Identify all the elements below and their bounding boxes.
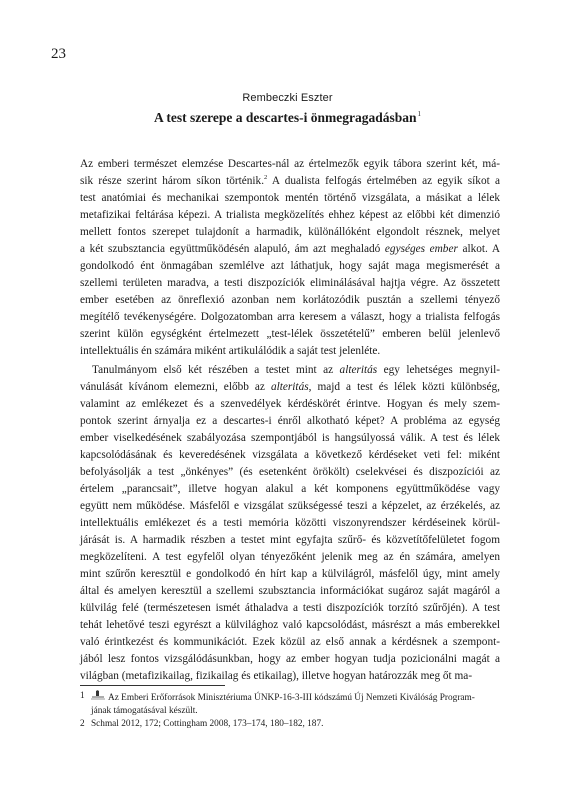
line-text: tehát lehetővé teszi egyrészt a külvilághoz való kapcsolódást, másrészt a más emberekkel: [80, 619, 500, 631]
footnote-number: 1: [80, 691, 85, 701]
line-text: mint szűrőn keresztül e gondolkodó én hírt kap a külvilágról, másfelől úgy, mint amely: [80, 568, 500, 580]
page-number: 23: [51, 46, 66, 62]
line-text: mellett fontos szerepet tulajdonít a harmadik, különállóként elgondolt résznek, melyet: [80, 226, 500, 238]
line-text: befolyásolják a test „önkényes” (és esetenként örökölt) cselekvései és diszpozíciói az: [80, 466, 500, 478]
text-line: [80, 173, 500, 190]
text-line: [80, 481, 500, 498]
text-line: [80, 566, 500, 583]
footnote-rule: [80, 685, 225, 686]
line-text: külvilág felé (természetesen ismét áthaladva a testi diszpozíciók torzító szűrőjén). A test: [80, 602, 500, 614]
text-line: [80, 224, 500, 241]
line-text: , majd a test és lélek közti különbség,: [308, 381, 500, 393]
line-text: értelem „parancsait”, illetve hogyan alakul a két komponens együttműködése vagy: [80, 483, 500, 495]
line-text: intellektuális emlékezet és a testi memória közötti viszonyrendszer kérdéseinek körül-: [80, 517, 500, 529]
line-text: alkot. A: [457, 243, 500, 255]
emphasized-text: alteritás: [339, 364, 378, 376]
line-text: gondolkodó ént önmagában szemlélve azt láthatjuk, hogy saját maga megismerését a: [80, 260, 500, 272]
author-name: Rembeczki Eszter: [242, 92, 333, 104]
line-text: járását is. A harmadik részben a testet mint egyfajta szűrő- és közvetítőfelületet fogom: [80, 534, 500, 546]
line-text: Tanulmányom első két részében a testet mint az: [92, 364, 340, 376]
line-text: ember viselkedésének szabályozása szempontjából is hangsúlyossá válik. A test és lélek: [80, 432, 500, 444]
line-text: test anatómiai és mechanikai szempontok mentén történő vizsgálata, a másikat a lélek: [80, 192, 500, 204]
emphasized-text: alteritás: [270, 381, 309, 393]
line-text: Az emberi természet elemzése Descartes-nál az értelmezők egyik tábora szerint két, má-: [80, 158, 500, 170]
footnote-text: [91, 690, 500, 718]
title-footnote-mark[interactable]: 1: [417, 110, 422, 118]
line-text: megítélő tevékenységére. Dolgozatomban arra keresem a választ, hogy a trialista felfogás: [80, 311, 500, 323]
line-text: világban (metafizikailag, fizikailag és etikailag), illetve hogyan határozzák meg őt ma-: [80, 670, 473, 682]
footnote-number: 2: [80, 719, 85, 729]
emphasized-text: egységes ember: [384, 243, 458, 255]
text-line: [80, 275, 500, 292]
footnote-2: [80, 718, 500, 731]
line-text: szellemi területen maradva, a testi diszpozíciók eliminálásával hajtja végre. Az összetett: [80, 277, 500, 289]
text-line: [80, 362, 500, 379]
text-line: [80, 447, 500, 464]
line-text: együtt nem működése. Másfelől e vizsgálat szükségessé teszi a képzelet, az érzékelés, az: [80, 500, 500, 512]
line-text: a két szubsztancia együttműködésén alapuló, ám azt meghaladó: [80, 243, 385, 255]
line-text: metafizikai feltárása képezi. A trialista megközelítés ehhez képest az előbbi két dimenzió: [80, 209, 500, 221]
line-text: egy lehetséges megnyil-: [377, 364, 500, 376]
line-text: sik része szerint három síkon történik.: [80, 175, 265, 187]
text-line: [80, 430, 500, 447]
text-line: [80, 190, 500, 207]
text-line: [80, 532, 500, 549]
paragraph-2: [80, 362, 500, 685]
line-text: pontok szerint árnyalja ez a descartes-i énről alkotható képet? A probléma az egység: [80, 415, 500, 427]
text-line: [80, 413, 500, 430]
line-text: jából lesz fontos vizsgálódásunkban, hogy az ember hogyan tudja pozicionálni magát a: [80, 653, 500, 665]
footnote-text-line1: Az Emberi Erőforrások Minisztériuma ÚNKP-16-3-III kódszámú Új Nemzeti Kiválóság Program-: [108, 693, 475, 703]
text-line: [80, 156, 500, 173]
title-text: A test szerepe a descartes-i önmegragadásban: [153, 110, 417, 125]
line-text: által és amelyen keresztül a szellemi szubsztancia információkat sugároz saját magáról a: [80, 585, 500, 597]
line-text: intellektuális én számára miként artikulálódik a saját test jelenléte.: [80, 345, 381, 357]
line-text: való érintkezést és kommunikációt. Ezek közül az első annak a kérdésnek a szempont-: [80, 636, 500, 648]
line-text: vánulását kívánom elemezni, előbb az: [80, 381, 271, 393]
text-line: [80, 309, 500, 326]
text-line: [80, 379, 500, 396]
text-line: [80, 241, 500, 258]
text-line: [80, 549, 500, 566]
paragraph-1: [80, 156, 500, 360]
text-line: [80, 258, 500, 275]
line-text: kapcsolódásának és keveredésének vizsgálata a következő kérdéseket veti fel: miként: [80, 449, 500, 461]
ministry-logo-icon: [91, 690, 105, 701]
text-line: [80, 343, 500, 360]
line-text: valamint az emlékezet és a szenvedélyek kérdéskörét érintve. Hogyan és mely szem-: [80, 398, 500, 410]
line-text: A dualista felfogás értelmében az egyik síkot a: [267, 175, 500, 187]
text-line: [80, 600, 500, 617]
text-line: [80, 651, 500, 668]
footnote-1: [80, 690, 500, 718]
text-line: [80, 498, 500, 515]
footnote-reference[interactable]: 2: [264, 174, 268, 181]
text-line: [80, 396, 500, 413]
footnote-text-line2: jának támogatásával készült.: [91, 706, 198, 716]
text-line: [80, 292, 500, 309]
text-line: [80, 464, 500, 481]
footnotes: [80, 690, 500, 731]
footnote-text: Schmal 2012, 172; Cottingham 2008, 173–174, 180–182, 187.: [91, 719, 324, 729]
text-line: [80, 634, 500, 651]
text-line: [80, 583, 500, 600]
text-line: [80, 207, 500, 224]
text-line: [80, 515, 500, 532]
text-line: [80, 326, 500, 343]
text-line: [80, 617, 500, 634]
article-title: [0, 110, 575, 126]
line-text: ember esetében az önreflexió azonban nem korlátozódik pusztán a szellemi tényező: [80, 294, 500, 306]
line-text: szerint külön egységként értelmezett „test-lélek összetételű” emberen belül jelenlevő: [80, 328, 500, 340]
line-text: megközelíteni. A test egyfelől olyan tényezőként jelenik meg az én számára, amelyen: [80, 551, 500, 563]
text-line: [80, 668, 500, 685]
